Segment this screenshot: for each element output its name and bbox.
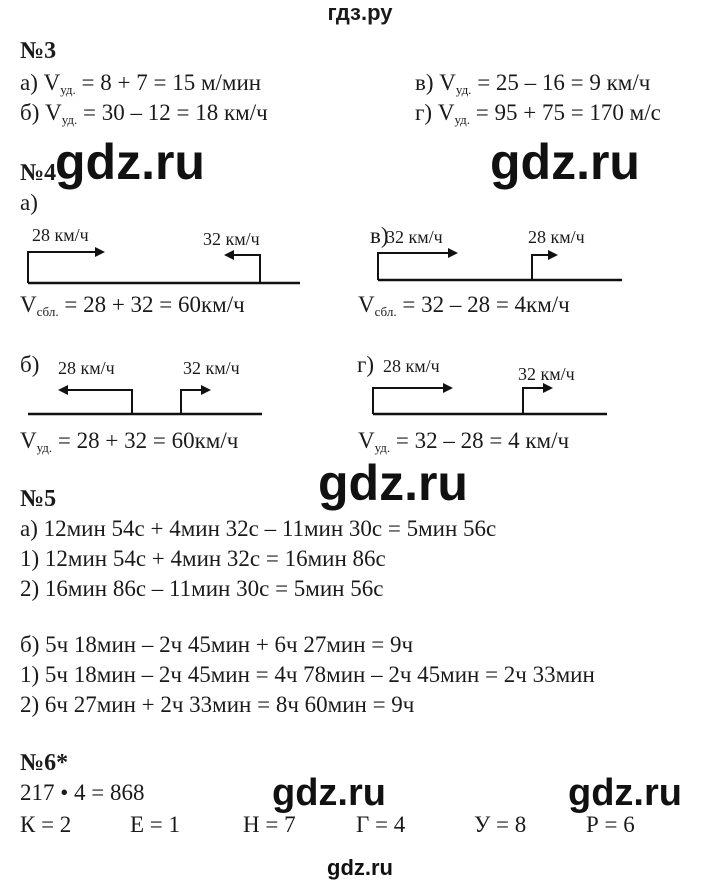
- watermark: gdz.ru: [272, 772, 386, 814]
- task4-b-formula: [20, 428, 238, 461]
- task3-title: №3: [20, 38, 57, 64]
- task3-line-v: [415, 70, 650, 103]
- prefix: V: [358, 428, 375, 453]
- task6-letter: К = 2: [20, 812, 72, 837]
- subscript: сбл.: [374, 304, 397, 319]
- speed-label-left: 28 км/ч: [32, 225, 89, 245]
- rest: = 28 + 32 = 60км/ч: [58, 292, 245, 317]
- task3-line-g: [415, 100, 661, 133]
- prefix: а) V: [20, 70, 61, 95]
- subscript: уд.: [374, 440, 391, 455]
- speed-label-right: 28 км/ч: [528, 227, 585, 247]
- task4-v-formula: [358, 292, 570, 325]
- site-header: гдз.ру: [327, 0, 393, 25]
- diagram-b-lines: [0, 350, 320, 430]
- diagram-b: [0, 350, 320, 430]
- diagram-g: [355, 350, 655, 430]
- watermark: gdz.ru: [55, 134, 205, 190]
- task5-line: 2) 6ч 27мин + 2ч 33мин = 8ч 60мин = 9ч: [20, 692, 415, 717]
- task6-letter: У = 8: [474, 812, 527, 837]
- task5-title: №5: [20, 486, 57, 512]
- subscript: уд.: [36, 440, 53, 455]
- prefix: V: [20, 292, 37, 317]
- task5-line: 2) 16мин 86с – 11мин 30с = 5мин 56с: [20, 576, 384, 601]
- prefix: б) V: [20, 100, 62, 125]
- speed-label-left: 28 км/ч: [58, 358, 115, 378]
- watermark: gdz.ru: [568, 772, 682, 814]
- task5-line: 1) 5ч 18мин – 2ч 45мин = 4ч 78мин – 2ч 45мин = 2ч 33мин: [20, 662, 595, 687]
- task3-line-b: [20, 100, 268, 133]
- rest: = 8 + 7 = 15 м/мин: [75, 70, 262, 95]
- task4-a-label: а): [20, 190, 38, 215]
- subscript: уд.: [61, 112, 78, 127]
- rest: = 25 – 16 = 9 км/ч: [471, 70, 651, 95]
- task4-a-formula: [20, 292, 245, 325]
- prefix: г) V: [415, 100, 455, 125]
- speed-label-left: 28 км/ч: [383, 356, 440, 376]
- task5-line: 1) 12мин 54с + 4мин 32с = 16мин 86с: [20, 546, 386, 571]
- subscript: уд.: [454, 112, 470, 127]
- rest: = 28 + 32 = 60км/ч: [52, 428, 239, 453]
- task6-equation: 217 • 4 = 868: [20, 780, 145, 805]
- task3-line-a: [20, 70, 261, 103]
- task5-line: б) 5ч 18мин – 2ч 45мин + 6ч 27мин = 9ч: [20, 632, 414, 657]
- prefix: V: [358, 292, 375, 317]
- watermark: gdz.ru: [490, 134, 640, 190]
- rest: = 32 – 28 = 4км/ч: [396, 292, 570, 317]
- rest: = 30 – 12 = 18 км/ч: [77, 100, 268, 125]
- task6-letter: Е = 1: [130, 812, 181, 837]
- speed-label-right: 32 км/ч: [203, 229, 260, 249]
- diagram-label: г): [357, 352, 375, 377]
- footer-watermark: gdz.ru: [327, 855, 393, 880]
- task4-title: №4: [20, 160, 57, 186]
- diagram-label: в): [370, 223, 389, 248]
- rest: = 32 – 28 = 4 км/ч: [390, 428, 570, 453]
- watermark: gdz.ru: [318, 455, 468, 511]
- task6-letter: Р = 6: [586, 812, 635, 837]
- prefix: V: [20, 428, 37, 453]
- diagram-label: б): [20, 352, 40, 377]
- subscript: сбл.: [36, 304, 59, 319]
- prefix: в) V: [415, 70, 456, 95]
- rest: = 95 + 75 = 170 м/с: [470, 100, 661, 125]
- diagram-v: [360, 215, 660, 295]
- task6-title: №6*: [20, 750, 69, 776]
- task5-line: а) 12мин 54с + 4мин 32с – 11мин 30с = 5мин 56с: [20, 516, 497, 541]
- speed-label-right: 32 км/ч: [183, 358, 240, 378]
- subscript: уд.: [60, 82, 76, 97]
- subscript: уд.: [455, 82, 472, 97]
- task6-letter: Г = 4: [356, 812, 406, 837]
- task6-letter: Н = 7: [243, 812, 296, 837]
- speed-label-right: 32 км/ч: [518, 364, 575, 384]
- speed-label-left: 32 км/ч: [386, 227, 443, 247]
- diagram-a: [0, 215, 320, 295]
